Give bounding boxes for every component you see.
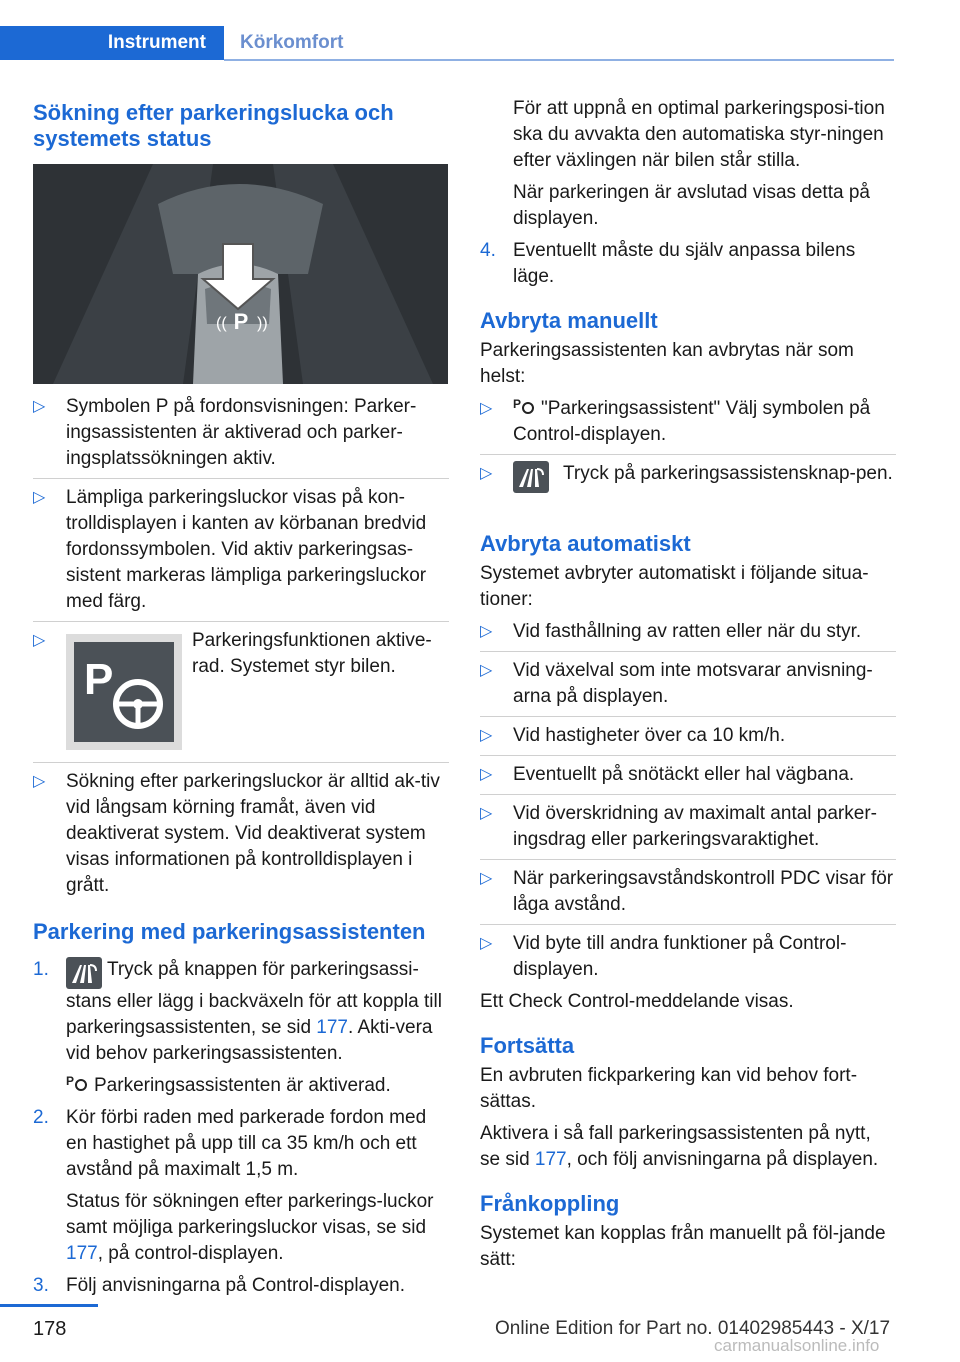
page-link[interactable]: 177 xyxy=(316,1017,348,1038)
header-rule xyxy=(224,59,894,61)
list-item: ▷ När parkeringsavståndskontroll PDC visar för låga avstånd. xyxy=(480,868,894,915)
page-link[interactable]: 177 xyxy=(66,1243,98,1264)
bullet-triangle-icon: ▷ xyxy=(480,623,493,640)
list-item: ▷ Sökning efter parkeringsluckor är alltid ak-tiv vid långsam körning framåt, även vid deaktiverat system. Vid deaktiverat system visas informationen på kontrolldisplayen i grått. xyxy=(33,771,440,896)
page-number: 178 xyxy=(33,1318,67,1340)
bullet-triangle-icon: ▷ xyxy=(33,773,46,790)
list-item: ▷ Vid byte till andra funktioner på Control-displayen. xyxy=(480,933,847,980)
list-item: ▷ Eventuellt på snötäckt eller hal vägbana. xyxy=(480,762,896,788)
svg-text:P: P xyxy=(66,1074,75,1088)
bullet-triangle-icon: ▷ xyxy=(33,489,46,506)
right-column: För att uppnå en optimal parkeringsposi-tion ska du avvakta den automatiska styr-ningen efter växlingen när bilen står stilla. När parkeringen är avslutad visas detta på displayen. 4. Eventuellt måste du själv anpassa bilens läge. Avbryta manuellt Parkeringsassistenten kan avbrytas när som helst: ▷ P "Parkeringsassistent" Välj symbolen på Control-displayen. ▷ Tryck på parkeringsassistensknap-pen. Avbryta automatiskt Systemet avbryter automatiskt i följande situa-tioner: ▷ Vid fasthållning av ratten eller när du styr. ▷ Vid växelval som inte motsvarar anvisning-arna på displayen. ▷ Vid hastigheter över ca 10 km/h. ▷ Eventuellt på snötäckt eller hal vägbana. ▷ Vid överskridning av maximalt antal parker-ingsdrag eller parkeringsvaraktighet. ▷ När parkeringsavståndskontroll PDC visar för låga avstånd. ▷ Vid byte till andra funktioner på Control-displayen. Ett Check Control-meddelande visas. Fortsätta En avbruten fickparkering kan vid behov fort-sättas. Aktivera i så fall parkeringsassistenten på nytt, se sid 177, och följ anvisningarna på displayen. Frånkoppling Systemet kan kopplas från manuellt på föl-jande sätt: xyxy=(480,96,896,1279)
bullet-triangle-icon: ▷ xyxy=(480,727,493,744)
section-heading-cancel-auto: Avbryta automatiskt xyxy=(480,531,691,556)
step-2: 2. Kör förbi raden med parkerade fordon med en hastighet på upp till ca 35 km/h och ett avstånd på maximalt 1,5 m. Status för sökningen efter parkerings-luckor samt möjliga parkeringsluckor visas, se sid 177, på control-displayen. xyxy=(33,1107,434,1264)
bullet-triangle-icon: ▷ xyxy=(480,935,493,952)
bullet-triangle-icon: ▷ xyxy=(33,398,46,415)
bullet-triangle-icon: ▷ xyxy=(33,632,46,649)
bullet-triangle-icon: ▷ xyxy=(480,766,493,783)
parking-assist-button-icon xyxy=(66,957,102,989)
bullet-triangle-icon: ▷ xyxy=(480,662,493,679)
bullet-triangle-icon: ▷ xyxy=(480,870,493,887)
steering-small-icon xyxy=(513,396,541,422)
photo-p-symbol: P xyxy=(233,309,249,334)
section-heading-continue: Fortsätta xyxy=(480,1033,575,1058)
svg-text:P: P xyxy=(84,655,114,704)
tab-korkomfort[interactable]: Körkomfort xyxy=(240,32,344,53)
page-link[interactable]: 177 xyxy=(534,1149,567,1170)
section-heading-parking: Parkering med parkeringsassistenten xyxy=(33,919,426,944)
list-item-icon: ▷ P Parkeringsfunktionen aktive-rad. Systemet styr bilen. xyxy=(33,628,449,756)
step-4: 4. Eventuellt måste du själv anpassa bilens läge. xyxy=(480,240,856,287)
parking-display-illustration xyxy=(33,164,448,384)
tab-instrument[interactable]: Instrument xyxy=(0,26,224,60)
list-item: ▷ Vid överskridning av maximalt antal parker-ingsdrag eller parkeringsvaraktighet. xyxy=(480,803,877,850)
section-heading-search: Sökning efter parkeringslucka och systemets status xyxy=(33,100,394,151)
list-item: ▷ Vid växelval som inte motsvarar anvisning-arna på displayen. xyxy=(480,660,873,707)
parking-assist-button-icon xyxy=(513,461,549,493)
section-heading-cancel-manual: Avbryta manuellt xyxy=(480,308,658,333)
svg-text:((: (( xyxy=(216,315,227,332)
bullet-triangle-icon: ▷ xyxy=(480,400,493,417)
step-3: 3. Följ anvisningarna på Control-displayen. xyxy=(33,1275,406,1296)
bullet-triangle-icon: ▷ xyxy=(480,465,493,482)
bullet-triangle-icon: ▷ xyxy=(480,805,493,822)
parking-display-photo xyxy=(33,164,448,384)
list-item: ▷ Vid fasthållning av ratten eller när du styr. xyxy=(480,619,896,645)
list-item: ▷ Tryck på parkeringsassistensknap-pen. xyxy=(480,461,896,513)
page-header xyxy=(0,0,960,62)
edition-footer: Online Edition for Part no. 01402985443 - X/17 xyxy=(495,1318,891,1339)
list-item: ▷ P "Parkeringsassistent" Välj symbolen på Control-displayen. xyxy=(480,397,871,445)
list-item: ▷ Lämpliga parkeringsluckor visas på kon-trolldisplayen i kanten av körbanan bredvid fordonssymbolen. Vid aktiv parkeringsas-sistent markeras lämpliga parkeringsluckor med färg. xyxy=(33,487,427,612)
left-column xyxy=(33,100,449,1305)
parking-steering-icon xyxy=(66,634,182,750)
list-item: ▷ Symbolen P på fordonsvisningen: Parker-ingsassistenten är aktiverad och parker-ingsplatssökningen aktiv. xyxy=(33,396,417,469)
list-item: ▷ Vid hastigheter över ca 10 km/h. xyxy=(480,723,896,749)
svg-text:)): )) xyxy=(257,315,268,332)
step-1: 1. Tryck på knappen för parkeringsassi-stans eller lägg i backväxeln för att koppla till parkeringsassistenten, se sid 177. Akti-vera vid behov parkeringsassistenten. P Parkeringsassistenten är aktiverad. xyxy=(33,957,449,1099)
section-heading-disconnect: Frånkoppling xyxy=(480,1191,620,1216)
svg-text:P: P xyxy=(513,397,522,411)
steering-small-icon xyxy=(66,1073,94,1099)
watermark: carmanualsonline.info xyxy=(714,1336,880,1355)
page-number-rule xyxy=(0,1304,98,1307)
